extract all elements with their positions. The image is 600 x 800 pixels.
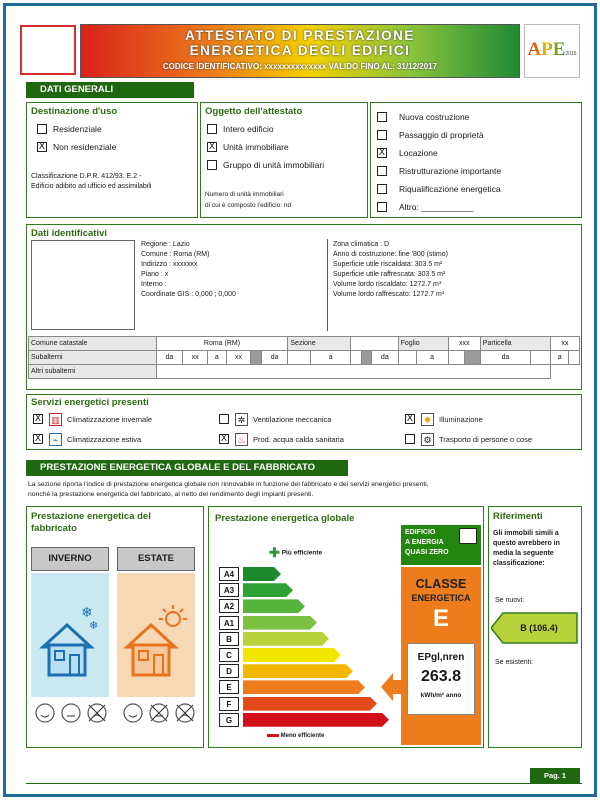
radiator-icon: ▥	[49, 413, 62, 426]
checkbox-gruppo-unita[interactable]	[207, 160, 217, 170]
label-altro: Altro: ___________	[399, 202, 474, 212]
lamp-icon: ✹	[421, 413, 434, 426]
energy-class-label: E	[219, 680, 239, 694]
checkbox-riqualificazione[interactable]	[377, 184, 387, 194]
label-acqua-calda: Prod. acqua calda sanitaria	[253, 434, 344, 444]
energy-class-bar	[243, 697, 377, 711]
classe-subtitle: ENERGETICA	[411, 593, 471, 603]
energy-class-label: A2	[219, 599, 239, 613]
classification-line-1: Classificazione D.P.R. 412/93: E.2 -	[31, 173, 142, 180]
option-non-residenziale[interactable]	[37, 139, 116, 155]
energy-class-bar	[243, 583, 293, 597]
energy-class-label: D	[219, 664, 239, 678]
energy-scale	[219, 567, 389, 731]
ape-logo-sub: 2015	[565, 51, 577, 57]
id-left-0: Regione : Lazio	[141, 241, 190, 248]
units-line-2: di cui è composto l'edificio: nd	[205, 202, 292, 209]
meno-efficiente-label: Meno efficiente	[280, 733, 325, 739]
energy-class-bar	[243, 713, 389, 727]
label-ventilazione: Ventilazione meccanica	[253, 414, 332, 424]
label-climatizzazione-invernale: Climatizzazione invernale	[67, 414, 153, 424]
energy-class-bar	[243, 616, 317, 630]
fabbricato-title-2: fabbricato	[31, 523, 77, 534]
nuovi-value: B (106.4)	[520, 623, 558, 633]
energy-class-label: C	[219, 648, 239, 662]
piu-efficiente	[269, 545, 322, 561]
option-riqualificazione[interactable]	[377, 181, 501, 197]
energy-class-a3	[219, 583, 389, 597]
ep-label: EPgl,nren	[417, 652, 465, 663]
option-ristrutturazione[interactable]	[377, 163, 501, 179]
ape-logo-text: APE	[527, 39, 566, 60]
option-nuova-costruzione[interactable]	[377, 109, 469, 125]
subalterni-label: Subalterni	[29, 351, 157, 365]
riferimenti-text	[493, 529, 560, 569]
label-residenziale: Residenziale	[53, 124, 102, 134]
oggetto-title: Oggetto dell'attestato	[205, 106, 303, 117]
label-locazione: Locazione	[399, 148, 438, 158]
smiley-rating-row	[31, 701, 199, 725]
particella-label: Particella	[480, 337, 550, 351]
inverno-house-icon	[39, 601, 103, 683]
sub-empty-4	[448, 351, 464, 365]
svg-text:❄: ❄	[81, 605, 93, 621]
energy-class-label: B	[219, 632, 239, 646]
catasto-table	[28, 336, 580, 379]
nzeb-line-1: EDIFICIO	[405, 529, 436, 536]
checkbox-illuminazione[interactable]: X	[406, 414, 414, 424]
svg-text:❄: ❄	[89, 619, 99, 632]
header-title-1: ATTESTATO DI PRESTAZIONE	[185, 28, 415, 43]
section-prestazione: PRESTAZIONE ENERGETICA GLOBALE E DEL FABBRICATO	[26, 460, 348, 476]
globale-box	[208, 506, 484, 748]
footer-line	[26, 783, 582, 784]
checkbox-passaggio-proprieta[interactable]	[377, 130, 387, 140]
tap-icon: ♨	[235, 433, 248, 446]
checkbox-locazione[interactable]: X	[378, 148, 386, 158]
sub-shade-3	[464, 351, 480, 365]
label-unita-immobiliare: Unità immobiliare	[223, 142, 289, 152]
motivo-box	[370, 102, 582, 218]
sub-da-4: da	[480, 351, 530, 365]
section-dati-generali: DATI GENERALI	[26, 82, 194, 98]
checkbox-unita-immobiliare[interactable]: X	[208, 142, 216, 152]
gear-icon: ⚙	[421, 433, 434, 446]
label-illuminazione: Illuminazione	[439, 414, 483, 424]
ac-icon: ⌁	[49, 433, 62, 446]
foglio-label: Foglio	[398, 337, 448, 351]
checkbox-nuova-costruzione[interactable]	[377, 112, 387, 122]
altri-subalterni-value	[156, 365, 550, 379]
label-intero-edificio: Intero edificio	[223, 124, 274, 134]
energy-class-label: A4	[219, 567, 239, 581]
energy-class-label: F	[219, 697, 239, 711]
id-right-3: Superficie utile raffrescata: 303.5 m²	[333, 271, 446, 278]
nzeb-checkbox[interactable]	[459, 528, 477, 544]
prestazione-desc-1: La sezione riporta l'indice di prestazione energetica globale non rinnovabile in funzione del fabbricato e dei servizi energetici presenti,	[28, 481, 429, 488]
catasto-row-comune	[29, 337, 580, 351]
id-left-3: Piano : x	[141, 271, 169, 278]
energy-class-a4	[219, 567, 389, 581]
identificativi-title: Dati identificativi	[31, 228, 108, 239]
building-photo	[31, 240, 135, 330]
piu-efficiente-label: Più efficiente	[281, 549, 323, 557]
ep-unit: kWh/m² anno	[420, 692, 462, 699]
checkbox-ristrutturazione[interactable]	[377, 166, 387, 176]
label-non-residenziale: Non residenziale	[53, 142, 117, 152]
checkbox-intero-edificio[interactable]	[207, 124, 217, 134]
energy-class-e	[219, 680, 389, 694]
label-passaggio-proprieta: Passaggio di proprietà	[399, 130, 484, 140]
option-intero-edificio[interactable]	[207, 121, 274, 137]
servizi-title: Servizi energetici presenti	[31, 397, 149, 408]
foglio-value: xxx	[448, 337, 480, 351]
sub-empty-3	[398, 351, 416, 365]
minus-icon	[267, 734, 279, 737]
sub-val-2: xx	[226, 351, 251, 365]
id-right-5: Volume lordo raffrescato: 1272.7 m³	[333, 291, 445, 298]
id-right-1: Anno di costruzione: fine '800 (stimo)	[333, 251, 448, 258]
header-banner	[80, 24, 520, 78]
energy-class-c	[219, 648, 389, 662]
label-riqualificazione: Riqualificazione energetica	[399, 184, 501, 194]
nzeb-line-2: A ENERGIA	[405, 539, 444, 546]
sub-empty-6	[569, 351, 580, 365]
comune-catastale-label: Comune catastale	[29, 337, 157, 351]
energy-class-label: A1	[219, 616, 239, 630]
id-right-2: Superficie utile riscaldata: 303.5 m²	[333, 261, 443, 268]
sub-empty-2	[351, 351, 361, 365]
sub-empty-5	[531, 351, 551, 365]
page-frame	[3, 3, 597, 797]
estate-header: ESTATE	[117, 547, 195, 571]
sub-shade-2	[361, 351, 371, 365]
option-gruppo-unita[interactable]	[207, 157, 324, 173]
riferimenti-text-1: Gli immobili simili a	[493, 530, 559, 537]
servizi-box	[26, 394, 582, 450]
fabbricato-title-1: Prestazione energetica del	[31, 511, 151, 522]
energy-class-bar	[243, 632, 329, 646]
riferimenti-text-4: classificazione:	[493, 560, 545, 567]
qr-placeholder	[20, 25, 76, 75]
id-divider	[327, 239, 328, 331]
sub-da-2: da	[261, 351, 288, 365]
sezione-label: Sezione	[288, 337, 351, 351]
checkbox-ventilazione[interactable]	[219, 414, 229, 424]
nzeb-panel	[401, 525, 481, 565]
energy-class-label: A3	[219, 583, 239, 597]
sub-val-1: xx	[183, 351, 208, 365]
id-right-4: Volume lordo riscaldato: 1272.7 m³	[333, 281, 442, 288]
ep-box	[407, 643, 475, 715]
header-title-2: ENERGETICA DEGLI EDIFICI	[189, 43, 411, 58]
esistenti-label: Se esistenti:	[495, 659, 534, 666]
energy-class-a1	[219, 616, 389, 630]
energy-class-bar	[243, 599, 305, 613]
sub-da-1: da	[156, 351, 183, 365]
energy-class-f	[219, 697, 389, 711]
id-left-1: Comune : Roma (RM)	[141, 251, 210, 258]
sub-shade-1	[251, 351, 261, 365]
energy-class-label: G	[219, 713, 239, 727]
plus-icon: ✚	[269, 545, 280, 560]
ape-logo	[524, 24, 580, 78]
ep-value: 263.8	[420, 668, 462, 685]
altri-subalterni-label: Altri subalterni	[29, 365, 157, 379]
option-locazione[interactable]	[377, 145, 438, 161]
classe-title: CLASSE	[415, 577, 467, 591]
class-arrow-icon	[381, 673, 407, 701]
sezione-value	[351, 337, 398, 351]
riferimenti-text-3: media la seguente	[493, 550, 554, 557]
sub-a-4: a	[550, 351, 568, 365]
checkbox-residenziale[interactable]	[37, 124, 47, 134]
sub-da-3: da	[372, 351, 399, 365]
label-climatizzazione-estiva: Climatizzazione estiva	[67, 434, 142, 444]
service-climatizzazione-estiva[interactable]	[33, 431, 141, 447]
label-gruppo-unita: Gruppo di unità immobiliari	[223, 160, 325, 170]
energy-class-bar	[243, 648, 341, 662]
particella-value: xx	[550, 337, 579, 351]
id-left-2: Indirizzo : xxxxxxx	[141, 261, 198, 268]
meno-efficiente	[267, 733, 324, 739]
energy-class-bar	[243, 567, 281, 581]
units-line-1: Numero di unità immobiliari	[205, 191, 284, 198]
destinazione-box	[26, 102, 198, 218]
checkbox-acqua-calda[interactable]: X	[220, 434, 228, 444]
prestazione-desc-2: nonché la prestazione energetica del fabbricato, al netto del rendimento degli impianti presenti.	[28, 491, 314, 498]
riferimenti-box	[488, 506, 582, 748]
catasto-row-subalterni	[29, 351, 580, 365]
energy-class-d	[219, 664, 389, 678]
fan-icon: ✲	[235, 413, 248, 426]
catasto-row-altri	[29, 365, 580, 379]
sub-empty-1	[288, 351, 311, 365]
label-trasporto: Trasporto di persone o cose	[439, 434, 533, 444]
nzeb-line-3: QUASI ZERO	[405, 549, 449, 556]
energy-class-a2	[219, 599, 389, 613]
id-right-0: Zona climatica : D	[333, 241, 390, 248]
service-acqua-calda[interactable]	[219, 431, 344, 447]
sub-a-3: a	[416, 351, 448, 365]
globale-title: Prestazione energetica globale	[215, 513, 355, 524]
option-unita-immobiliare[interactable]	[207, 139, 289, 155]
service-illuminazione[interactable]	[405, 411, 483, 427]
label-ristrutturazione: Ristrutturazione importante	[399, 166, 502, 176]
header-code: CODICE IDENTIFICATIVO: xxxxxxxxxxxxxx VALIDO FINO AL: 31/12/2017	[162, 62, 438, 71]
service-trasporto[interactable]	[405, 431, 532, 447]
option-residenziale[interactable]	[37, 121, 102, 137]
comune-catastale-value: Roma (RM)	[156, 337, 288, 351]
energy-class-g	[219, 713, 389, 727]
id-left-5: Coordinate GIS : 0,000 ; 0,000	[141, 291, 236, 298]
energy-class-b	[219, 632, 389, 646]
checkbox-altro[interactable]	[377, 202, 387, 212]
riferimenti-title: Riferimenti	[493, 511, 543, 522]
checkbox-climatizzazione-estiva[interactable]: X	[34, 434, 42, 444]
destinazione-title: Destinazione d'uso	[31, 106, 118, 117]
fabbricato-box	[26, 506, 204, 748]
id-left-4: Interno :	[141, 281, 167, 288]
service-climatizzazione-invernale[interactable]	[33, 411, 152, 427]
classification-line-2: Edificio adibito ad ufficio ed assimilabili	[31, 183, 152, 190]
service-ventilazione[interactable]	[219, 411, 331, 427]
page-number: Pag. 1	[530, 768, 580, 783]
nuovi-label: Se nuovi:	[495, 597, 525, 604]
option-altro[interactable]	[377, 199, 473, 215]
oggetto-box	[200, 102, 368, 218]
checkbox-trasporto[interactable]	[405, 434, 415, 444]
classe-panel	[401, 567, 481, 745]
energy-class-bar	[243, 664, 353, 678]
energy-class-bar	[243, 680, 365, 694]
option-passaggio-proprieta[interactable]	[377, 127, 484, 143]
checkbox-non-residenziale[interactable]: X	[38, 142, 46, 152]
riferimenti-text-2: questo avrebbero in	[493, 540, 560, 547]
checkbox-climatizzazione-invernale[interactable]: X	[34, 414, 42, 424]
sub-a-1: a	[208, 351, 226, 365]
inverno-header: INVERNO	[31, 547, 109, 571]
classe-value: E	[432, 605, 449, 632]
label-nuova-costruzione: Nuova costruzione	[399, 112, 470, 122]
sub-a-2: a	[311, 351, 351, 365]
estate-house-icon	[123, 601, 189, 683]
